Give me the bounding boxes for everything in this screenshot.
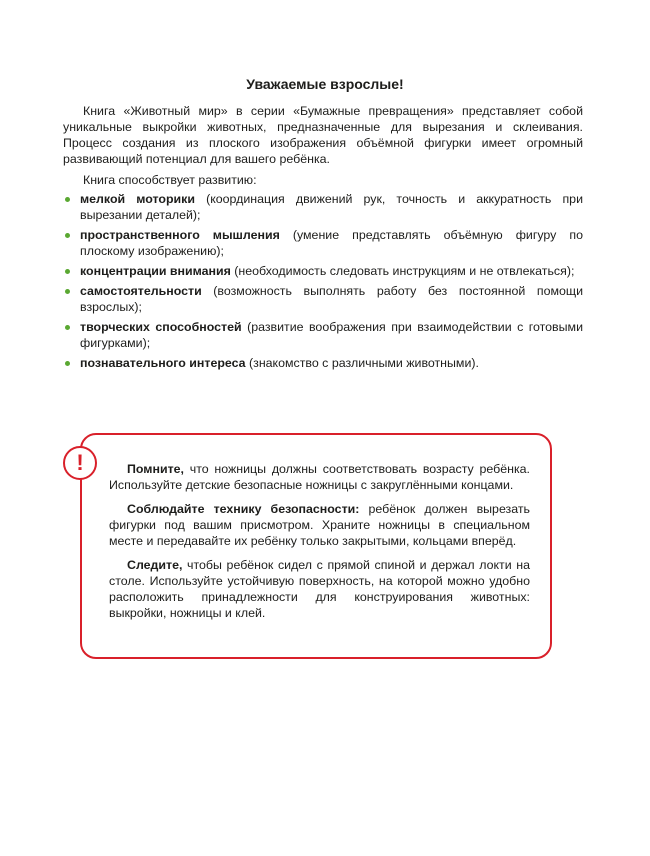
warning-text: что ножницы должны соответствовать возрасту ребёнка. Используйте детские безопасные ножницы с закруглёнными концами. — [109, 462, 530, 492]
warning-content — [109, 461, 530, 629]
warning-text: ребёнок должен вырезать фигурки под вашим присмотром. Храните ножницы в специальном месте и передавайте их ребёнку только закрытыми, кольцами вперёд. — [109, 502, 530, 548]
list-item — [63, 191, 583, 223]
list-item-text: (знакомство с различными животными). — [245, 356, 479, 370]
bullet-icon — [65, 361, 70, 366]
warning-text: чтобы ребёнок сидел с прямой спиной и держал локти на столе. Используйте устойчивую поверхность, на которой можно удобно расположить принадлежности для конструирования животных: выкройки, ножницы и клей. — [109, 558, 530, 620]
list-item-text: (координация движений рук, точность и аккуратность при вырезании деталей); — [80, 192, 583, 222]
bullet-icon — [65, 233, 70, 238]
warning-paragraph — [109, 501, 530, 549]
warning-paragraph — [109, 557, 530, 621]
intro-section — [63, 103, 583, 167]
list-lead: Книга способствует развитию: — [83, 173, 257, 187]
bullet-icon — [65, 289, 70, 294]
list-item — [63, 355, 583, 371]
list-item — [63, 263, 583, 279]
development-list — [63, 191, 583, 375]
list-item — [63, 319, 583, 351]
bullet-icon — [65, 269, 70, 274]
warning-paragraph — [109, 461, 530, 493]
list-item-term: познавательного интереса — [80, 356, 246, 370]
list-item — [63, 227, 583, 259]
list-item — [63, 283, 583, 315]
list-item-text: (необходимость следовать инструкциям и не отвлекаться); — [230, 264, 575, 278]
list-item-text: (умение представлять объёмную фигуру по плоскому изображению); — [80, 228, 583, 258]
list-item-term: творческих способностей — [80, 320, 242, 334]
list-item-term: самостоятельности — [80, 284, 202, 298]
intro-paragraph: Книга «Животный мир» в серии «Бумажные превращения» представляет собой уникальные выкройки животных, предназначенные для вырезания и склеивания. Процесс создания из плоского изображения объёмной фигурки имеет огромный развивающий потенциал для вашего ребёнка. — [63, 104, 583, 166]
list-item-text: (развитие воображения при взаимодействии с готовыми фигурками); — [80, 320, 583, 350]
bullet-icon — [65, 197, 70, 202]
list-item-term: пространственного мышления — [80, 228, 280, 242]
page-title: Уважаемые взрослые! — [246, 76, 404, 92]
bullet-icon — [65, 325, 70, 330]
list-item-term: мелкой моторики — [80, 192, 195, 206]
exclamation-icon: ! — [63, 446, 97, 480]
list-item-text: (возможность выполнять работу без постоянной помощи взрослых); — [80, 284, 583, 314]
warning-lead: Следите, — [127, 558, 183, 572]
list-item-term: концентрации внимания — [80, 264, 231, 278]
warning-lead: Соблюдайте технику безопасности: — [127, 502, 360, 516]
warning-lead: Помните, — [127, 462, 184, 476]
